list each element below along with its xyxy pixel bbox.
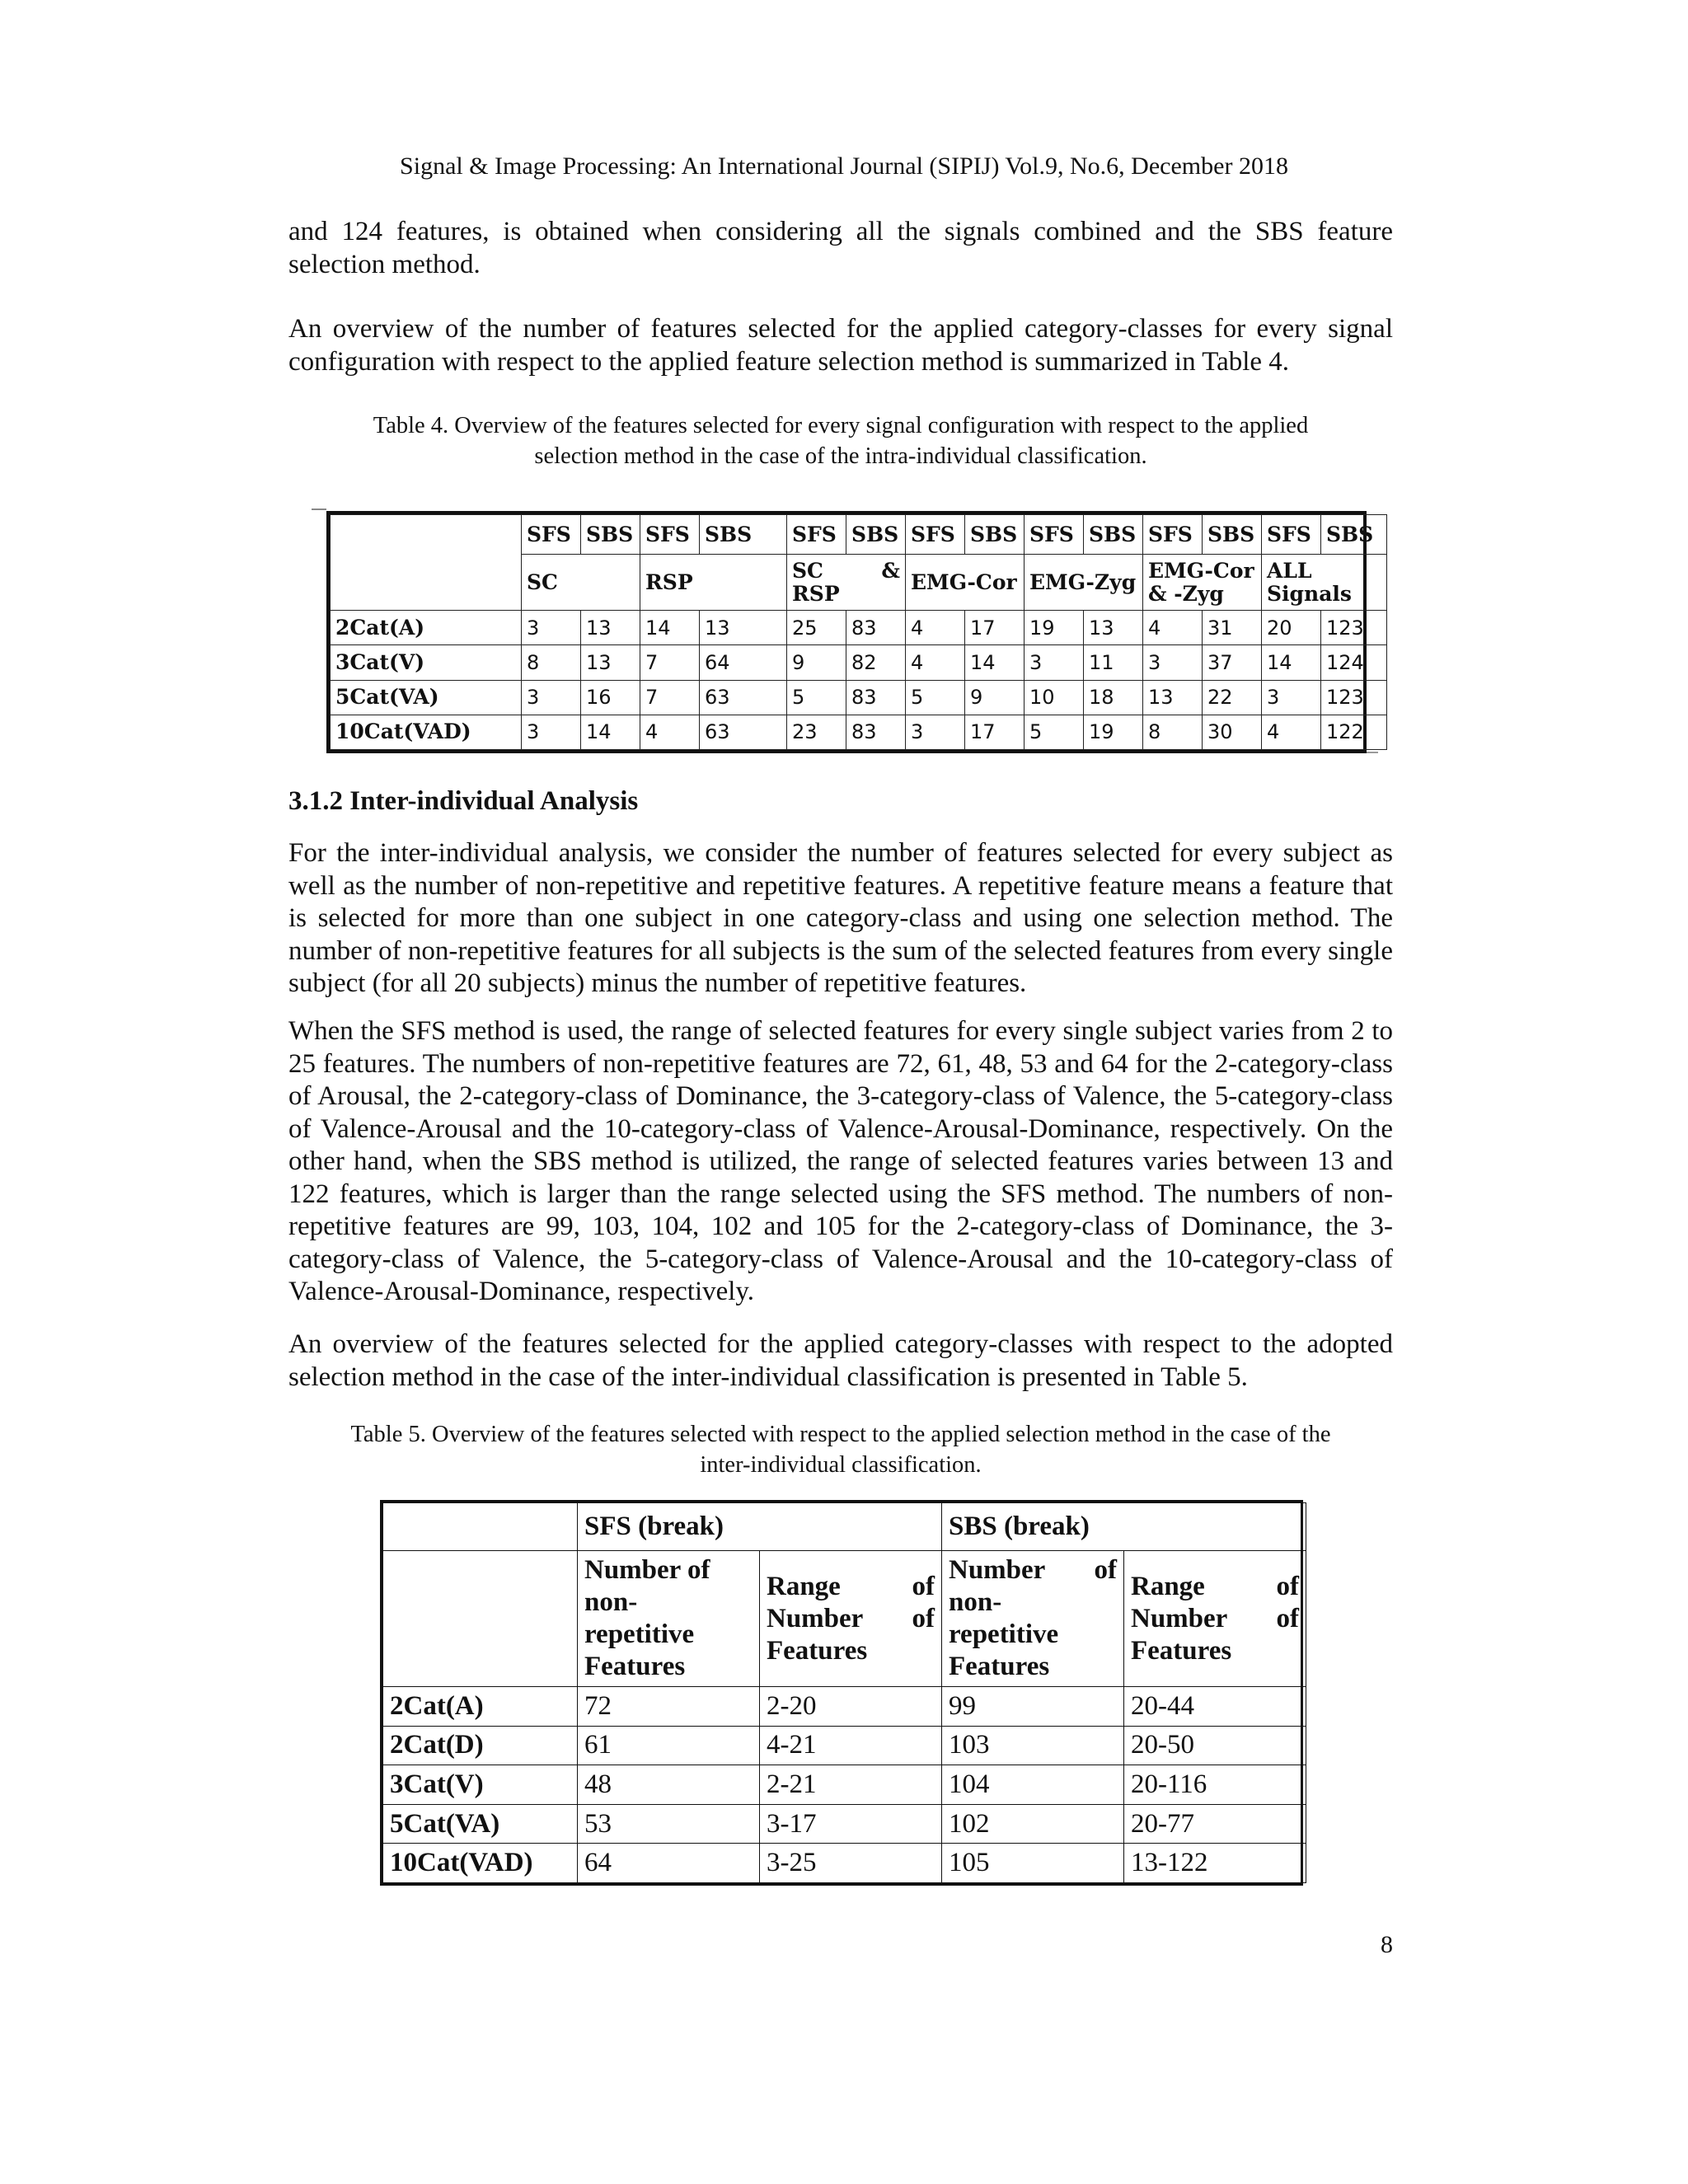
table-cell: 13 (581, 645, 640, 680)
table-cell: 17 (965, 715, 1025, 749)
table-cell: 14 (1262, 645, 1321, 680)
table-cell: 5 (1025, 715, 1084, 749)
table-cell: 20 (1262, 611, 1321, 645)
table-cell: 11 (1084, 645, 1143, 680)
table-cell: 3 (522, 611, 581, 645)
paragraph-text: For the inter-individual analysis, we consider the number of features selected for every subject as well as the number of non-repetitive and repetitive features. A repetitive feature means a feature that is selected for more than one subject in one category-class and using one selection method. The number of non-repetitive features for all subjects is the sum of the selected features from every single subject (for all 20 subjects) minus the number of repetitive features. (288, 838, 1393, 998)
table-cell: 19 (1025, 611, 1084, 645)
header-line: Number of (584, 1555, 710, 1585)
table-cell: 3 (522, 715, 581, 749)
table-row (383, 1804, 1306, 1844)
table-cell: 7 (640, 645, 700, 680)
row-label: 3Cat(V) (383, 1765, 578, 1805)
section-heading: 3.1.2 Inter-individual Analysis (288, 786, 639, 816)
table5-corner-cell (383, 1503, 578, 1551)
table-cell: 82 (846, 645, 906, 680)
table-cell: 8 (1143, 715, 1203, 749)
header-line: Range of (767, 1571, 935, 1601)
table5 (380, 1500, 1303, 1886)
header-line: Features (584, 1652, 686, 1681)
table5-sub-header-row (383, 1551, 1306, 1687)
table-cell: 4 (1143, 611, 1203, 645)
table-cell: 83 (846, 715, 906, 749)
row-label: 5Cat(VA) (383, 1804, 578, 1844)
header-line: Number of (949, 1555, 1117, 1585)
table-cell: 122 (1321, 715, 1387, 749)
table5-group-header-row (383, 1503, 1306, 1551)
paragraph-text: An overview of the number of features selected for the applied category-classes for every signal configuration with respect to the applied feature selection method is summarized in Table 4. (288, 314, 1393, 377)
caption-line: inter-individual classification. (700, 1452, 982, 1478)
row-label: 2Cat(A) (331, 611, 522, 645)
table-cell: 14 (965, 645, 1025, 680)
table-cell: 20-116 (1124, 1765, 1306, 1805)
table4-signal-rsp: RSP (640, 555, 787, 611)
table-cell: 102 (942, 1804, 1124, 1844)
table5-header-range-sbs (1124, 1551, 1306, 1687)
table4-method-cell: SBS (1203, 515, 1262, 555)
table-cell: 4 (906, 611, 965, 645)
header-line: Features (949, 1652, 1050, 1681)
table-cell: 13-122 (1124, 1844, 1306, 1883)
table-cell: 13 (1143, 680, 1203, 715)
table-cell: 63 (700, 680, 787, 715)
scan-edge-mark (312, 509, 326, 510)
table-row (383, 1765, 1306, 1805)
table-cell: 3 (1025, 645, 1084, 680)
header-line: non- (584, 1587, 638, 1617)
header-line: repetitive (584, 1619, 695, 1649)
table4-method-cell: SFS (522, 515, 581, 555)
signal-part: EMG-Cor (1148, 558, 1254, 583)
table-cell: 83 (846, 680, 906, 715)
running-header: Signal & Image Processing: An International Journal (SIPIJ) Vol.9, No.6, December 2018 (400, 152, 1288, 180)
paragraph-text: An overview of the features selected for the applied category-classes with respect to the adopted selection method in the case of the inter-individual classification is presented in Table 5. (288, 1329, 1393, 1392)
table-cell: 124 (1321, 645, 1387, 680)
table4-method-cell: SBS (581, 515, 640, 555)
body-paragraph-1 (288, 216, 1393, 281)
body-paragraph-5 (288, 1329, 1393, 1394)
row-label: 5Cat(VA) (331, 680, 522, 715)
table-cell: 7 (640, 680, 700, 715)
table-cell: 4-21 (760, 1726, 942, 1765)
table-cell: 17 (965, 611, 1025, 645)
table-cell: 61 (578, 1726, 760, 1765)
table-row (383, 1687, 1306, 1727)
table-row (331, 645, 1387, 680)
table-cell: 10 (1025, 680, 1084, 715)
header-line: Number of (1131, 1603, 1300, 1633)
table4-corner-cell (331, 515, 522, 611)
table-cell: 123 (1321, 611, 1387, 645)
table5-header-nonrep-sbs (942, 1551, 1124, 1687)
row-label: 2Cat(D) (383, 1726, 578, 1765)
table-cell: 20-44 (1124, 1687, 1306, 1727)
paragraph-text: and 124 features, is obtained when considering all the signals combined and the SBS feature selection method. (288, 217, 1393, 279)
table-cell: 14 (581, 715, 640, 749)
table-cell: 3-25 (760, 1844, 942, 1883)
table4-method-row (331, 515, 1387, 555)
table-cell: 64 (700, 645, 787, 680)
table-cell: 104 (942, 1765, 1124, 1805)
table-cell: 5 (787, 680, 846, 715)
table-cell: 72 (578, 1687, 760, 1727)
section-heading-block (288, 785, 1393, 818)
table5-group-sbs: SBS (break) (942, 1503, 1306, 1551)
table-cell: 64 (578, 1844, 760, 1883)
signal-part: RSP (792, 581, 840, 606)
table5-header-nonrep-sfs (578, 1551, 760, 1687)
table4-signal-sc: SC (522, 555, 640, 611)
table4-signal-emg-both (1143, 555, 1262, 611)
table-cell: 31 (1203, 611, 1262, 645)
table-cell: 4 (906, 645, 965, 680)
table5-header-range-sfs (760, 1551, 942, 1687)
table-cell: 99 (942, 1687, 1124, 1727)
table-cell: 5 (906, 680, 965, 715)
table-cell: 19 (1084, 715, 1143, 749)
table4-method-cell: SBS (700, 515, 787, 555)
table4 (326, 511, 1374, 753)
table-cell: 20-77 (1124, 1804, 1306, 1844)
table4-method-cell: SFS (906, 515, 965, 555)
table4-method-cell: SBS (1321, 515, 1387, 555)
table-cell: 53 (578, 1804, 760, 1844)
table-cell: 14 (640, 611, 700, 645)
table4-method-cell: SBS (965, 515, 1025, 555)
table-cell: 3 (906, 715, 965, 749)
table-cell: 18 (1084, 680, 1143, 715)
table4-method-cell: SBS (846, 515, 906, 555)
table-cell: 8 (522, 645, 581, 680)
table-cell: 37 (1203, 645, 1262, 680)
table-cell: 13 (1084, 611, 1143, 645)
table-cell: 105 (942, 1844, 1124, 1883)
header-line: Number of (767, 1603, 935, 1633)
table-cell: 22 (1203, 680, 1262, 715)
table-cell: 123 (1321, 680, 1387, 715)
table-cell: 3 (522, 680, 581, 715)
table-cell: 3-17 (760, 1804, 942, 1844)
table4-method-cell: SFS (640, 515, 700, 555)
table-cell: 9 (787, 645, 846, 680)
paragraph-text: When the SFS method is used, the range of selected features for every single subject varies from 2 to 25 features. The numbers of non-repetitive features are 72, 61, 48, 53 and 64 for the 2-category-class of Arousal, the 2-category-class of Dominance, the 3-category-class of Valence, the 5-category-class of Valence-Arousal and the 10-category-class of Valence-Arousal-Dominance, respectively. On the other hand, when the SBS method is utilized, the range of selected features varies between 13 and 122 features, which is larger than the range selected using the SFS method. The numbers of non-repetitive features are 99, 103, 104, 102 and 105 for the 2-category-class of Dominance, the 3-category-class of Valence, the 5-category-class of Valence-Arousal and the 10-category-class of Valence-Arousal-Dominance, respectively. (288, 1016, 1393, 1306)
table5-caption (288, 1419, 1393, 1480)
table-cell: 30 (1203, 715, 1262, 749)
table-row (331, 611, 1387, 645)
header-line: Range of (1131, 1571, 1300, 1601)
table-cell: 13 (700, 611, 787, 645)
header-line: repetitive (949, 1619, 1059, 1649)
scan-edge-mark (1367, 752, 1378, 753)
page-number: 8 (1381, 1931, 1393, 1958)
table-row (331, 715, 1387, 749)
table5-corner-cell (383, 1551, 578, 1687)
table4-method-cell: SFS (787, 515, 846, 555)
table-cell: 20-50 (1124, 1726, 1306, 1765)
row-label: 10Cat(VAD) (331, 715, 522, 749)
table-cell: 103 (942, 1726, 1124, 1765)
table4-method-cell: SFS (1262, 515, 1321, 555)
table-row (331, 680, 1387, 715)
signal-part: SC (792, 558, 823, 583)
header-line: Features (1131, 1635, 1232, 1666)
caption-line: selection method in the case of the intra-individual classification. (534, 443, 1147, 469)
header-line: Features (767, 1635, 868, 1666)
table4-caption (288, 410, 1393, 471)
table5-group-sfs: SFS (break) (578, 1503, 942, 1551)
table4-signal-emg-zyg: EMG-Zyg (1025, 555, 1143, 611)
table-cell: 48 (578, 1765, 760, 1805)
table4-signal-emg-cor: EMG-Cor (906, 555, 1025, 611)
table4-signal-sc-rsp (787, 555, 906, 611)
table-cell: 23 (787, 715, 846, 749)
table-cell: 3 (1143, 645, 1203, 680)
signal-part: & (881, 558, 900, 583)
caption-line: Table 5. Overview of the features selected with respect to the applied selection method in the case of the (350, 1422, 1331, 1447)
row-label: 2Cat(A) (383, 1687, 578, 1727)
table-cell: 3 (1262, 680, 1321, 715)
table-cell: 16 (581, 680, 640, 715)
table-cell: 4 (640, 715, 700, 749)
header-line: non- (949, 1587, 1002, 1617)
table4-signal-all: ALL Signals (1262, 555, 1387, 611)
table-cell: 2-20 (760, 1687, 942, 1727)
row-label: 10Cat(VAD) (383, 1844, 578, 1883)
body-paragraph-3 (288, 837, 1393, 1001)
row-label: 3Cat(V) (331, 645, 522, 680)
table-row (383, 1844, 1306, 1883)
table-cell: 13 (581, 611, 640, 645)
table-cell: 63 (700, 715, 787, 749)
caption-line: Table 4. Overview of the features selected for every signal configuration with respect to the applied (373, 413, 1309, 438)
signal-part: & -Zyg (1148, 581, 1224, 606)
table-cell: 4 (1262, 715, 1321, 749)
table4-method-cell: SFS (1143, 515, 1203, 555)
table4-method-cell: SBS (1084, 515, 1143, 555)
table4-method-cell: SFS (1025, 515, 1084, 555)
table-cell: 25 (787, 611, 846, 645)
body-paragraph-2 (288, 313, 1393, 378)
table-cell: 9 (965, 680, 1025, 715)
table-cell: 83 (846, 611, 906, 645)
table-row (383, 1726, 1306, 1765)
body-paragraph-4 (288, 1015, 1393, 1309)
table-cell: 2-21 (760, 1765, 942, 1805)
